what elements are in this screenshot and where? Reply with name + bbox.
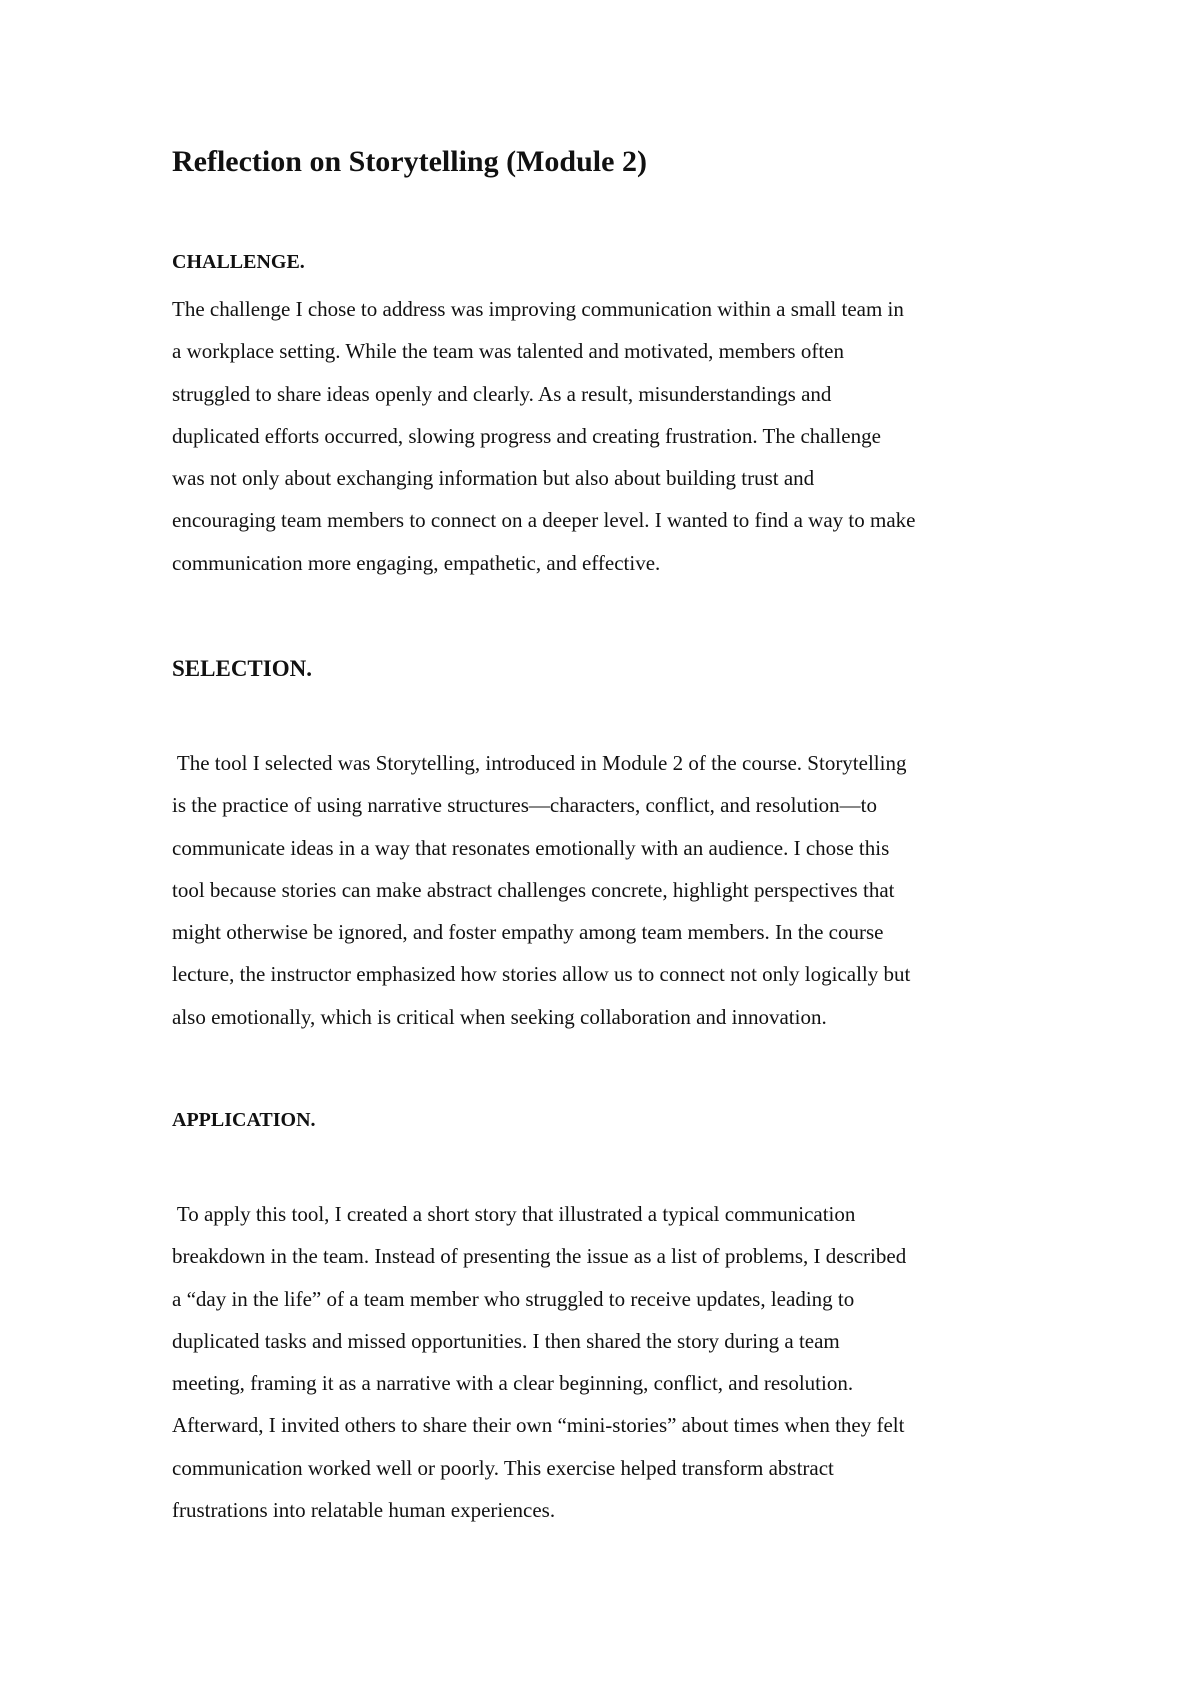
text-line: communicate ideas in a way that resonates emotionally with an audience. I chose this: [172, 835, 890, 860]
text-line: might otherwise be ignored, and foster empathy among team members. In the course: [172, 920, 884, 945]
text-line: To apply this tool, I created a short story that illustrated a typical communication: [172, 1202, 856, 1226]
text-line: The tool I selected was Storytelling, introduced in Module 2 of the course. Storytelling: [172, 751, 907, 775]
text-line: is the practice of using narrative structures—characters, conflict, and resolution—to: [172, 793, 877, 818]
text-line: breakdown in the team. Instead of presenting the issue as a list of problems, I described: [172, 1244, 907, 1269]
text-line: encouraging team members to connect on a deeper level. I wanted to find a way to make: [172, 508, 916, 533]
section-body-challenge: [172, 288, 1052, 584]
text-line: struggled to share ideas openly and clearly. As a result, misunderstandings and: [172, 381, 832, 406]
text-line: meeting, framing it as a narrative with a clear beginning, conflict, and resolution.: [172, 1371, 854, 1396]
text-line: a “day in the life” of a team member who struggled to receive updates, leading to: [172, 1286, 855, 1311]
section-body-selection: [172, 742, 1052, 1038]
text-line: duplicated efforts occurred, slowing progress and creating frustration. The challenge: [172, 423, 881, 448]
text-line: also emotionally, which is critical when seeking collaboration and innovation.: [172, 1004, 827, 1029]
text-line: tool because stories can make abstract challenges concrete, highlight perspectives that: [172, 877, 895, 902]
text-line: Afterward, I invited others to share their own “mini-stories” about times when they felt: [172, 1413, 905, 1438]
section-heading-challenge: CHALLENGE.: [172, 251, 305, 273]
text-line: The challenge I chose to address was improving communication within a small team in: [172, 297, 904, 321]
text-line: lecture, the instructor emphasized how stories allow us to connect not only logically but: [172, 962, 911, 987]
document-title: Reflection on Storytelling (Module 2): [172, 145, 647, 178]
section-heading-application: APPLICATION.: [172, 1109, 316, 1131]
section-body-application: [172, 1193, 1052, 1531]
section-heading-selection: SELECTION.: [172, 656, 312, 681]
text-line: frustrations into relatable human experiences.: [172, 1498, 556, 1523]
text-line: communication worked well or poorly. This exercise helped transform abstract: [172, 1455, 834, 1480]
text-line: duplicated tasks and missed opportunities. I then shared the story during a team: [172, 1328, 840, 1353]
text-line: communication more engaging, empathetic, and effective.: [172, 550, 661, 575]
text-line: a workplace setting. While the team was talented and motivated, members often: [172, 339, 844, 364]
text-line: was not only about exchanging information but also about building trust and: [172, 466, 815, 491]
